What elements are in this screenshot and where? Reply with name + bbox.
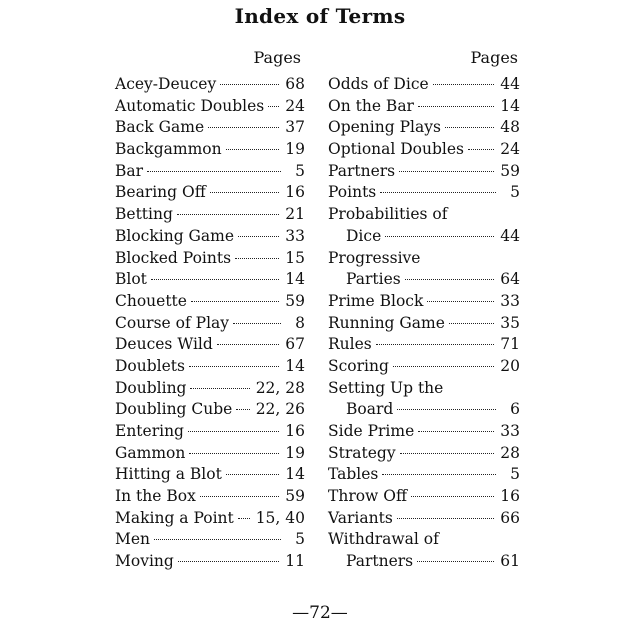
- index-page-ref: 44: [500, 75, 520, 93]
- index-page-ref: 28: [500, 443, 520, 462]
- index-term: Gammon: [115, 443, 186, 462]
- dot-leader: [177, 213, 279, 215]
- index-page-ref: 21: [285, 205, 305, 224]
- index-page-ref: 68: [285, 75, 305, 93]
- dot-leader: [190, 387, 249, 389]
- index-page-ref: 15: [285, 248, 305, 267]
- page-title: Index of Terms: [234, 4, 406, 28]
- index-entry: [328, 464, 520, 486]
- index-entry: [328, 117, 520, 139]
- index-term: Scoring: [328, 356, 389, 375]
- index-term: Automatic Doubles: [115, 96, 265, 115]
- dot-leader: [418, 430, 494, 432]
- index-page-ref: 33: [500, 291, 520, 310]
- index-term: Backgammon: [115, 140, 222, 159]
- index-term: Optional Doubles: [328, 140, 465, 159]
- index-entry: [328, 529, 520, 551]
- dot-leader: [200, 495, 279, 497]
- index-page-ref: 22, 26: [255, 400, 305, 419]
- index-entry: [115, 161, 305, 183]
- index-term: Hitting a Blot: [115, 465, 222, 484]
- index-page-ref: 24: [500, 140, 520, 159]
- dot-leader: [238, 235, 279, 237]
- index-term: Acey-Deucey: [115, 75, 217, 93]
- index-page-ref: 14: [285, 356, 305, 375]
- dot-leader: [233, 322, 281, 324]
- index-term: Setting Up the: [328, 378, 444, 397]
- index-entry: [328, 291, 520, 313]
- index-entry: [115, 74, 305, 96]
- index-term: Doublets: [115, 356, 185, 375]
- dot-leader: [238, 517, 250, 519]
- dot-leader: [268, 105, 279, 107]
- index-page-ref: 16: [285, 183, 305, 202]
- index-entry: [115, 486, 305, 508]
- dot-leader: [151, 278, 279, 280]
- index-entry: [328, 334, 520, 356]
- index-entry: [328, 508, 520, 530]
- index-entry: [115, 508, 305, 530]
- dot-leader: [191, 300, 279, 302]
- index-term: Blocking Game: [115, 226, 235, 245]
- index-entry: [115, 464, 305, 486]
- dot-leader: [208, 126, 279, 128]
- index-term: Doubling: [115, 378, 187, 397]
- index-term: On the Bar: [328, 96, 414, 115]
- index-page-ref: 59: [285, 291, 305, 310]
- index-term: Side Prime: [328, 422, 415, 440]
- index-entry: [115, 226, 305, 248]
- index-page-ref: 67: [285, 335, 305, 354]
- dot-leader: [449, 322, 494, 324]
- index-page-ref: 59: [500, 161, 520, 180]
- index-term: Blocked Points: [115, 248, 232, 267]
- index-entry: [115, 443, 305, 465]
- index-term: Points: [328, 183, 377, 202]
- index-entry: [328, 378, 520, 400]
- dot-leader: [147, 170, 281, 172]
- index-column-left: [115, 48, 305, 573]
- index-entry: [115, 356, 305, 378]
- index-entry: [328, 313, 520, 335]
- dot-leader: [210, 191, 280, 193]
- index-term: Blot: [115, 270, 147, 289]
- dot-leader: [397, 517, 494, 519]
- dot-leader: [443, 539, 496, 540]
- dot-leader: [447, 388, 496, 389]
- index-entry: [115, 269, 305, 291]
- pages-header-left: Pages: [253, 48, 301, 67]
- index-page-ref: 11: [285, 552, 305, 571]
- index-entry: [115, 334, 305, 356]
- index-page-ref: 19: [285, 140, 305, 159]
- index-term: Rules: [328, 335, 372, 354]
- index-entry: [328, 161, 520, 183]
- index-entry: [328, 421, 520, 443]
- index-entry: [115, 182, 305, 204]
- index-term: Progressive: [328, 248, 421, 267]
- index-entry: [115, 399, 305, 421]
- index-term: Course of Play: [115, 313, 230, 332]
- dot-leader: [380, 191, 496, 193]
- dot-leader: [376, 343, 495, 345]
- index-entry: [328, 399, 520, 421]
- index-term: Probabilities of: [328, 205, 448, 224]
- index-page-ref: 6: [510, 400, 520, 419]
- index-page-ref: 24: [285, 96, 305, 115]
- index-term: Men: [115, 530, 151, 549]
- index-term: Doubling Cube: [115, 400, 233, 419]
- index-entry: [328, 269, 520, 291]
- index-term: Opening Plays: [328, 118, 441, 137]
- index-term: In the Box: [115, 487, 196, 506]
- dot-leader: [235, 257, 279, 259]
- index-term: Deuces Wild: [115, 335, 213, 354]
- index-page-ref: 15, 40: [255, 508, 305, 527]
- dot-leader: [226, 148, 280, 150]
- dot-leader: [189, 365, 279, 367]
- dot-leader: [385, 235, 494, 237]
- dot-leader: [399, 170, 494, 172]
- dot-leader: [217, 343, 279, 345]
- index-entry: [328, 443, 520, 465]
- index-term: Dice: [346, 226, 382, 245]
- index-page-ref: 35: [500, 313, 520, 332]
- index-page-ref: 61: [500, 552, 520, 571]
- index-term: Betting: [115, 205, 173, 224]
- index-entry: [328, 204, 520, 226]
- dot-leader: [417, 560, 494, 562]
- index-page-ref: 19: [285, 443, 305, 462]
- index-entry: [328, 486, 520, 508]
- index-entry: [115, 551, 305, 573]
- index-entry: [328, 74, 520, 96]
- dot-leader: [411, 495, 494, 497]
- index-page-ref: 48: [500, 118, 520, 137]
- index-entry: [115, 529, 305, 551]
- index-page-ref: 64: [500, 270, 520, 289]
- index-column-right: [328, 48, 520, 573]
- dot-leader: [424, 258, 496, 259]
- index-page-ref: 14: [285, 465, 305, 484]
- index-term: Back Game: [115, 118, 205, 137]
- dot-leader: [433, 83, 495, 85]
- index-term: Strategy: [328, 443, 396, 462]
- index-page-ref: 33: [285, 226, 305, 245]
- index-term: Bearing Off: [115, 183, 206, 202]
- index-page-ref: 71: [500, 335, 520, 354]
- index-entry: [328, 182, 520, 204]
- index-term: Tables: [328, 465, 379, 484]
- index-entry: [328, 356, 520, 378]
- index-entry: [115, 421, 305, 443]
- index-page-ref: 44: [500, 226, 520, 245]
- dot-leader: [393, 365, 494, 367]
- index-term: Partners: [328, 161, 396, 180]
- index-list-right: [328, 74, 520, 573]
- index-term: Partners: [346, 552, 414, 571]
- index-term: Odds of Dice: [328, 75, 429, 93]
- index-entry: [328, 551, 520, 573]
- index-entry: [328, 139, 520, 161]
- index-entry: [115, 378, 305, 400]
- dot-leader: [382, 473, 496, 475]
- index-term: Bar: [115, 161, 144, 180]
- index-term: Withdrawal of: [328, 530, 439, 549]
- dot-leader: [418, 105, 494, 107]
- index-page-ref: 5: [510, 465, 520, 484]
- dot-leader: [468, 148, 494, 150]
- index-page-ref: 5: [295, 161, 305, 180]
- dot-leader: [220, 83, 279, 85]
- index-entry: [115, 313, 305, 335]
- index-page-ref: 14: [285, 270, 305, 289]
- index-entry: [115, 96, 305, 118]
- dot-leader: [188, 430, 279, 432]
- index-entry: [115, 291, 305, 313]
- dot-leader: [178, 560, 279, 562]
- page-number: —72—: [292, 603, 348, 623]
- index-page-ref: 5: [510, 183, 520, 202]
- pages-header-right: Pages: [470, 48, 518, 67]
- index-term: Running Game: [328, 313, 445, 332]
- dot-leader: [189, 452, 279, 454]
- dot-leader: [451, 214, 496, 215]
- index-page-ref: 22, 28: [255, 378, 305, 397]
- index-page-ref: 8: [295, 313, 305, 332]
- index-list-left: [115, 74, 305, 573]
- index-page-ref: 14: [500, 96, 520, 115]
- index-term: Parties: [346, 270, 401, 289]
- index-page-ref: 20: [500, 356, 520, 375]
- index-term: Throw Off: [328, 487, 407, 506]
- index-term: Moving: [115, 552, 174, 571]
- index-term: Board: [346, 400, 394, 419]
- index-page-ref: 59: [285, 487, 305, 506]
- index-page-ref: 37: [285, 118, 305, 137]
- index-entry: [328, 96, 520, 118]
- index-entry: [115, 204, 305, 226]
- dot-leader: [445, 126, 494, 128]
- index-entry: [115, 139, 305, 161]
- dot-leader: [236, 408, 249, 410]
- index-page-ref: 66: [500, 508, 520, 527]
- index-page-ref: 33: [500, 422, 520, 440]
- index-entry: [328, 226, 520, 248]
- index-term: Chouette: [115, 291, 187, 310]
- dot-leader: [427, 300, 494, 302]
- index-page-ref: 16: [285, 422, 305, 440]
- index-term: Making a Point: [115, 508, 234, 527]
- dot-leader: [400, 452, 495, 454]
- index-entry: [115, 248, 305, 270]
- index-term: Prime Block: [328, 291, 424, 310]
- dot-leader: [154, 538, 281, 540]
- dot-leader: [405, 278, 495, 280]
- index-page-ref: 5: [295, 530, 305, 549]
- index-entry: [328, 248, 520, 270]
- index-entry: [115, 117, 305, 139]
- index-page-ref: 16: [500, 487, 520, 506]
- dot-leader: [226, 473, 279, 475]
- dot-leader: [397, 408, 496, 410]
- index-term: Variants: [328, 508, 393, 527]
- index-term: Entering: [115, 422, 184, 440]
